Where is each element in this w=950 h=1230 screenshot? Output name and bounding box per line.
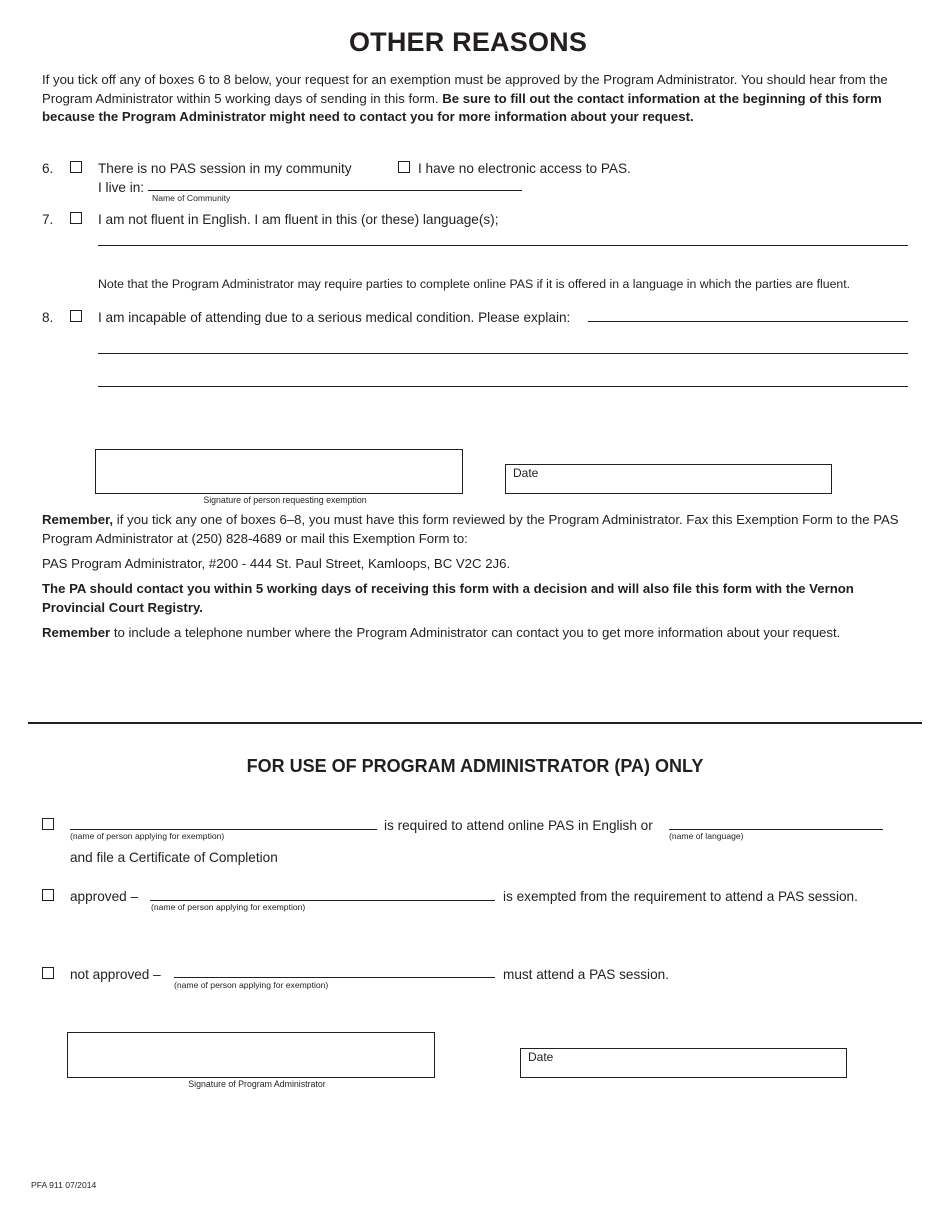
pa-not-approved-checkbox[interactable] xyxy=(42,967,54,979)
item-6-checkbox[interactable] xyxy=(70,161,82,173)
pa-language-caption: (name of language) xyxy=(669,831,744,841)
item-6-label: There is no PAS session in my community xyxy=(98,161,352,176)
item-7-label: I am not fluent in English. I am fluent in this (or these) language(s); xyxy=(98,212,499,227)
community-field[interactable] xyxy=(148,190,522,191)
item-6-number: 6. xyxy=(42,161,54,176)
page-title: OTHER REASONS xyxy=(348,27,588,57)
pa-required-text: is required to attend online PAS in English or xyxy=(384,818,653,833)
pa-date-label: Date xyxy=(528,1050,554,1064)
intro-bold-text: Be sure to fill out the contact information at the beginning of this form because the Program Administrator might need to contact you for more information about your request. xyxy=(42,90,882,124)
mailing-address: PAS Program Administrator, #200 - 444 St. Paul Street, Kamloops, BC V2C 2J6. xyxy=(42,556,511,571)
pa-signature-box[interactable] xyxy=(67,1032,435,1078)
pa-not-approved-text: must attend a PAS session. xyxy=(503,967,669,982)
item-8-label: I am incapable of attending due to a serious medical condition. Please explain: xyxy=(98,310,571,325)
applicant-date-field[interactable] xyxy=(505,464,832,494)
pa-signature-caption: Signature of Program Administrator xyxy=(188,1079,326,1089)
item-7-number: 7. xyxy=(42,212,54,227)
pa-approved-text: is exempted from the requirement to attend a PAS session. xyxy=(503,889,858,904)
pa-not-approved-name-field[interactable] xyxy=(174,977,495,978)
no-electronic-access-label: I have no electronic access to PAS. xyxy=(418,161,631,176)
remember-telephone-text: to include a telephone number where the Program Administrator can contact you to get more information about your request. xyxy=(110,625,841,640)
medical-explanation-line-3[interactable] xyxy=(98,386,908,387)
live-in-label: I live in: xyxy=(98,180,145,195)
intro-paragraph xyxy=(42,71,912,127)
pa-language-field[interactable] xyxy=(669,829,883,830)
pa-not-approved-name-caption: (name of person applying for exemption) xyxy=(174,980,329,990)
pa-approved-name-field[interactable] xyxy=(150,900,495,901)
remember-paragraph xyxy=(42,511,912,548)
language-note: Note that the Program Administrator may require parties to complete online PAS if it is offered in a language in which the parties are fluent. xyxy=(98,277,851,291)
section-divider xyxy=(28,722,922,724)
pa-certificate-text: and file a Certificate of Completion xyxy=(70,850,278,865)
remember-telephone-bold: Remember xyxy=(42,625,111,640)
item-7-checkbox[interactable] xyxy=(70,212,82,224)
pa-approved-checkbox[interactable] xyxy=(42,889,54,901)
pa-contact-note: The PA should contact you within 5 working days of receiving this form with a decision and will also file this form with the Vernon Provincial Court Registry. xyxy=(42,581,854,615)
item-8-checkbox[interactable] xyxy=(70,310,82,322)
remember-bold: Remember, xyxy=(42,512,114,527)
pa-required-checkbox[interactable] xyxy=(42,818,54,830)
applicant-signature-box[interactable] xyxy=(95,449,463,494)
community-caption: Name of Community xyxy=(152,193,231,203)
pa-date-field[interactable] xyxy=(520,1048,847,1078)
pa-section-heading: FOR USE OF PROGRAM ADMINISTRATOR (PA) ONLY xyxy=(246,756,704,776)
pa-approved-name-caption: (name of person applying for exemption) xyxy=(151,902,306,912)
medical-explanation-line-2[interactable] xyxy=(98,353,908,354)
applicant-signature-caption: Signature of person requesting exemption xyxy=(203,495,367,505)
pa-required-name-caption: (name of person applying for exemption) xyxy=(70,831,225,841)
pa-approved-label: approved – xyxy=(70,889,139,904)
language-field[interactable] xyxy=(98,245,908,246)
applicant-date-label: Date xyxy=(513,466,539,480)
medical-explanation-line-1[interactable] xyxy=(588,321,908,322)
intro-text: If you tick off any of boxes 6 to 8 below, your request for an exemption must be approved by the Program Administrator. You should hear from the Program Administrator within 5 working days of sending in this form. xyxy=(42,72,888,106)
remember-telephone-paragraph xyxy=(42,624,912,643)
remember-text: if you tick any one of boxes 6–8, you must have this form reviewed by the Program Administrator. Fax this Exemption Form to the PAS Program Administrator at (250) 828-4689 or mail this Exemption Form to: xyxy=(42,512,899,546)
no-electronic-access-checkbox[interactable] xyxy=(398,161,410,173)
item-8-number: 8. xyxy=(42,310,54,325)
form-code: PFA 911 07/2014 xyxy=(31,1180,97,1190)
pa-not-approved-label: not approved – xyxy=(70,967,161,982)
pa-required-name-field[interactable] xyxy=(70,829,377,830)
